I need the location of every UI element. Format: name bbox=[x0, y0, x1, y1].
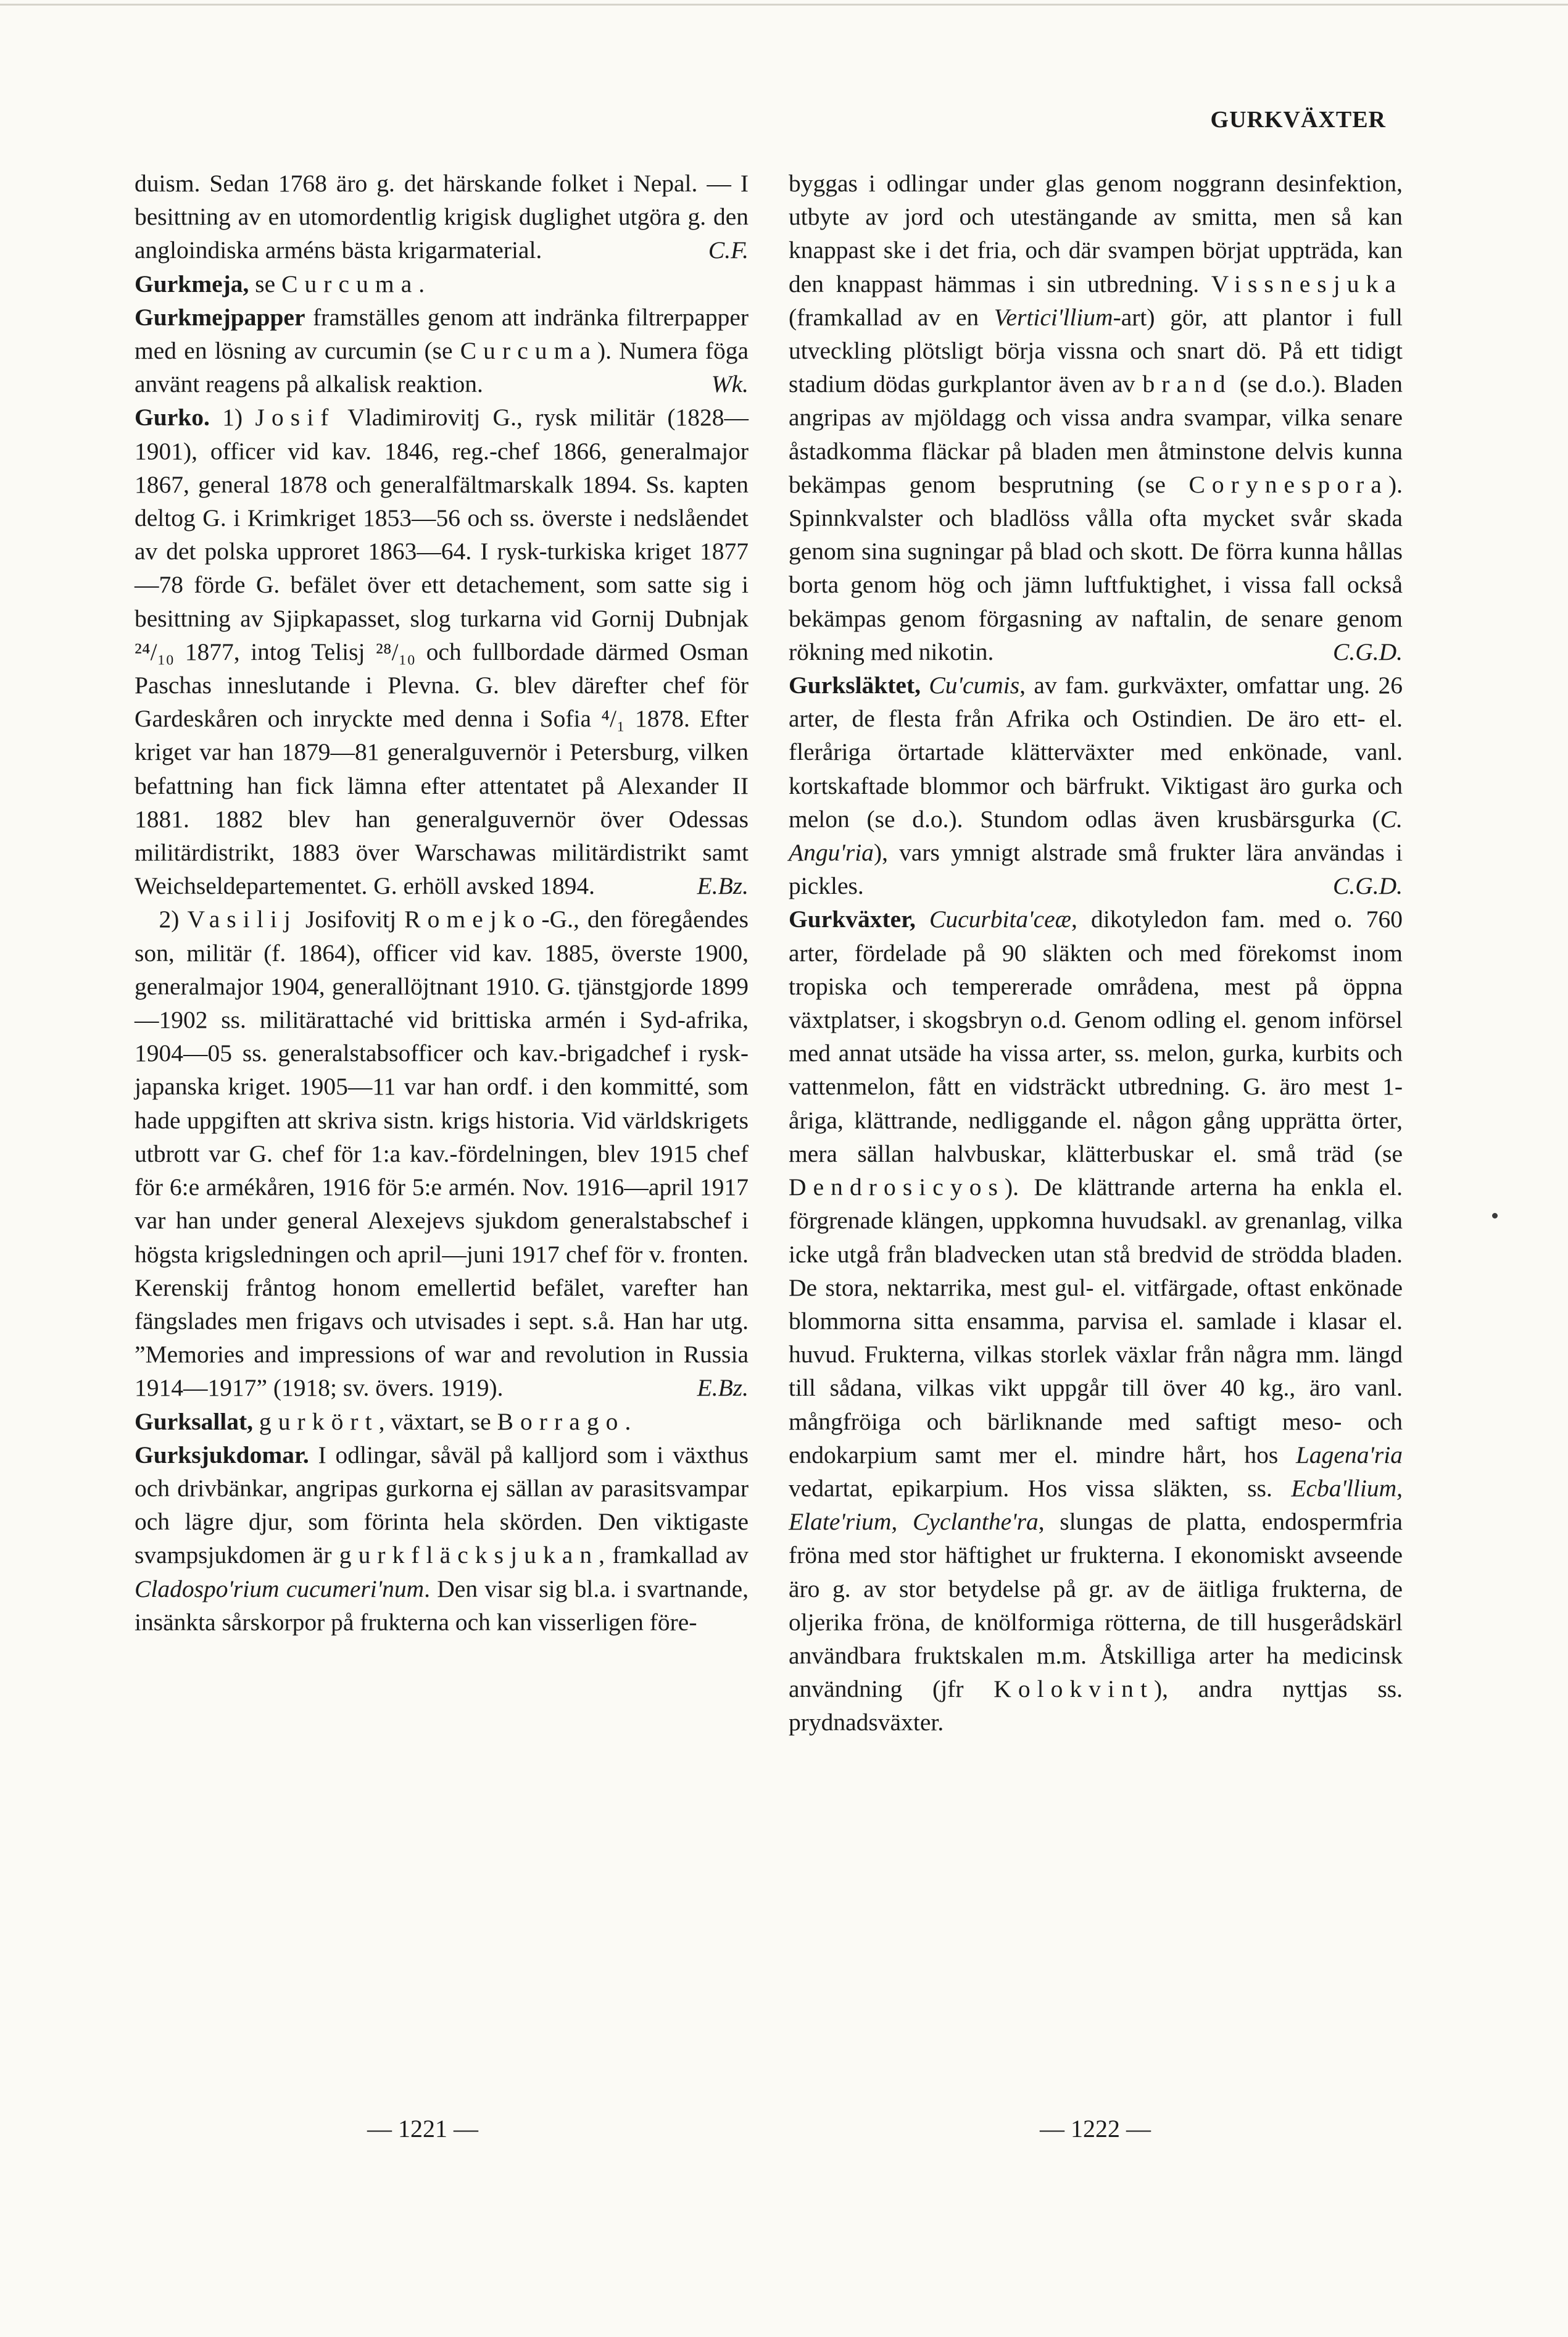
entry-gurkmejpapper: Gurkmejpapper framställes genom att indränka filtrerpapper med en lösning av curcumin (se Curcuma). Numera föga använt reagens på alkalisk reaktion. Wk. bbox=[135, 301, 749, 401]
right-column bbox=[789, 167, 1403, 1739]
entry-gurkvaxter: Gurkväxter, Cucurbita'ceæ, dikotyledon fam. med o. 760 arter, fördelade på 90 släkten och med förekomst inom tropiska och tempererade områdena, mest på öppna växtplatser, i skogsbryn o.d. Genom odling el. genom införsel med annat utsäde ha vissa arter, ss. melon, gurka, kurbits och vattenmelon, fått en vidsträckt utbredning. G. äro mest 1-åriga, klättrande, nedliggande el. någon gång upprätta örter, mera sällan halvbuskar, klätterbuskar el. små träd (se Dendrosicyos). De klättrande arterna ha enkla el. förgrenade klängen, uppkomna huvudsakl. av grenanlag, vilka icke utgå från bladvecken utan stå bredvid de strödda bladen. De stora, nektarrika, mest gul- el. vitfärgade, oftast enkönade blommorna sitta ensamma, parvisa el. samlade i klasar el. huvud. Frukterna, vilkas storlek växlar från några mm. längd till sådana, vilkas vikt uppgår till över 40 kg., äro vanl. mångfröiga och bärliknande med saftigt meso- och endokarpium samt mer el. mindre hårt, hos Lagena'ria vedartat, epikarpium. Hos vissa släkten, ss. Ecba'llium, Elate'rium, Cyclanthe'ra, slungas de platta, endospermfria fröna med stor häftighet ur frukterna. I ekonomiskt avseende äro g. av stor betydelse på gr. av de äitliga frukterna, de oljerika fröna, de knölformiga rötterna, de till husgerådskärl användbara fruktskalen m.m. Åtskilliga arter ha medicinsk användning (jfr Kolokvint), andra nyttjas ss. prydnadsväxter. bbox=[789, 906, 1403, 1736]
author-signature: E.Bz. bbox=[697, 1374, 749, 1402]
print-speck bbox=[1492, 1213, 1498, 1218]
author-signature: E.Bz. bbox=[697, 872, 749, 900]
headword: Gurkmejpapper bbox=[135, 303, 305, 331]
page-edge-line bbox=[0, 4, 1568, 6]
headword: Gurksallat, bbox=[135, 1407, 254, 1435]
page-number-left: — 1221 — bbox=[367, 2115, 478, 2143]
left-column bbox=[135, 167, 749, 1639]
cross-reference: Borrago bbox=[497, 1407, 625, 1435]
entry-gurko: Gurko. 1) Josif Vladimirovitj G., rysk militär (1828—1901), officer vid kav. 1846, reg.-chef 1866, generalmajor 1867, general 1878 och generalfältmarskalk 1894. Ss. kapten deltog G. i Krimkriget 1853—56 och ss. överste i nedslåendet av det polska upproret 1863—64. I rysk-turkiska kriget 1877—78 förde G. befälet över ett detachement, som satte sig i besittning av Sjipkapasset, slog turkarna vid Gornij Dubnjak ²⁴/₁₀ 1877, intog Telisj ²⁸/₁₀ och fullbordade därmed Osman Paschas inneslutande i Plevna. G. blev därefter chef för Gardeskåren och inryckte med denna i Sofia ⁴/₁ 1878. Efter kriget var han 1879—81 generalguvernör i Petersburg, vilken befattning han fick lämna efter attentatet på Alexander II 1881. 1882 blev han generalguvernör över Odessas militärdistrikt, 1883 över Warschawas militärdistrikt samt Weichseldepartementet. G. erhöll avsked 1894. E.Bz. bbox=[135, 401, 749, 902]
entry-gurksallat: Gurksallat, gurkört, växtart, se Borrago. bbox=[135, 1407, 631, 1435]
entry-continuation: duism. Sedan 1768 äro g. det härskande folket i Nepal. — I besittning av en utomordentlig krigisk duglighet utgöra g. den angloindiska arméns bästa krigarmaterial. C.F. bbox=[135, 167, 749, 267]
cross-reference: Curcuma bbox=[281, 270, 419, 298]
cross-reference: Corynespora bbox=[1188, 470, 1388, 498]
page-number-right: — 1222 — bbox=[1040, 2115, 1151, 2143]
entry-gurkslaktet: Gurksläktet, Cu'cumis, av fam. gurkväxter, omfattar ung. 26 arter, de flesta från Afrika och Ostindien. De äro ett- el. fleråriga örtartade klätterväxter med enkönade, vanl. kortskaftade blommor och bärfrukt. Viktigast äro gurka och melon (se d.o.). Stundom odlas även krusbärsgurka (C. Angu'ria), vars ymnigt alstrade små frukter lära användas i pickles. C.G.D. bbox=[789, 669, 1403, 902]
cross-reference: Dendrosicyos bbox=[789, 1173, 1005, 1201]
entry-gurksjukdomar: Gurksjukdomar. I odlingar, såväl på kalljord som i växthus och drivbänkar, angripas gurkorna ej sällan av parasitsvampar och lägre djur, som förinta hela skörden. Den viktigaste svampsjukdomen är gurkfläcksjukan, framkallad av Cladospo'rium cucumeri'num. Den visar sig bl.a. i svartnande, insänkta sårskorpor på frukterna och kan visserligen före- bbox=[135, 1441, 749, 1636]
entry-gurko-2: 2) Vasilij Josifovitj Romejko-G., den föregåendes son, militär (f. 1864), officer vid kav. 1885, överste 1900, generalmajor 1904, generallöjtnant 1910. G. tjänstgjorde 1899—1902 ss. militärattaché vid brittiska armén i Syd-afrika, 1904—05 ss. generalstabsofficer och kav.-brigadchef i rysk-japanska kriget. 1905—11 var han ordf. i den kommitté, som hade uppgiften att skriva sistn. krigs historia. Vid världskrigets utbrott var G. chef för 1:a kav.-fördelningen, blev 1915 chef för 6:e armékåren, 1916 för 5:e armén. Nov. 1916—april 1917 var han under general Alexejevs sjukdom generalstabschef i högsta krigsledningen och april—juni 1917 chef för v. fronten. Kerenskij fråntog honom emellertid befälet, varefter han fängslades men frigavs och utvisades i sept. s.å. Han har utg. ”Memories and impressions of war and revolution in Russia 1914—1917” (1918; sv. övers. 1919). E.Bz. bbox=[135, 902, 749, 1404]
headword: Gurksläktet, bbox=[789, 672, 921, 699]
entry-gurkmeja: Gurkmeja, se Curcuma. bbox=[135, 270, 425, 298]
headword: Gurksjukdomar. bbox=[135, 1441, 309, 1468]
cross-reference: Kolokvint bbox=[993, 1675, 1154, 1703]
cross-reference: Curcuma bbox=[460, 337, 597, 365]
author-signature: C.F. bbox=[708, 236, 749, 264]
author-signature: C.G.D. bbox=[1332, 638, 1403, 665]
headword: Gurkväxter, bbox=[789, 906, 916, 933]
author-signature: Wk. bbox=[711, 370, 749, 398]
running-head: GURKVÄXTER bbox=[1210, 107, 1386, 133]
headword: Gurkmeja, bbox=[135, 270, 249, 298]
author-signature: C.G.D. bbox=[1332, 872, 1403, 900]
entry-continuation: byggas i odlingar under glas genom noggrann desinfektion, utbyte av jord och utestängande av smitta, men så kan knappast ske i det fria, och där svampen börjat uppträda, kan den knappast hämmas i sin utbredning. Vissnesjuka (framkallad av en Vertici'llium-art) gör, att plantor i full utveckling plötsligt börja vissna och snart dö. På ett tidigt stadium dödas gurkplantor även av brand (se d.o.). Bladen angripas av mjöldagg och vissa andra svampar, vilka senare åstadkomma fläckar på bladen men åtminstone delvis kunna bekämpas genom besprutning (se Corynespora). Spinnkvalster och bladlöss vålla ofta mycket svår skada genom sina sugningar på blad och skott. De förra kunna hållas borta genom hög och jämn luftfuktighet, i vissa fall också bekämpas genom förgasning av naftalin, de senare genom rökning med nikotin. C.G.D. bbox=[789, 167, 1403, 669]
headword: Gurko. bbox=[135, 404, 210, 431]
